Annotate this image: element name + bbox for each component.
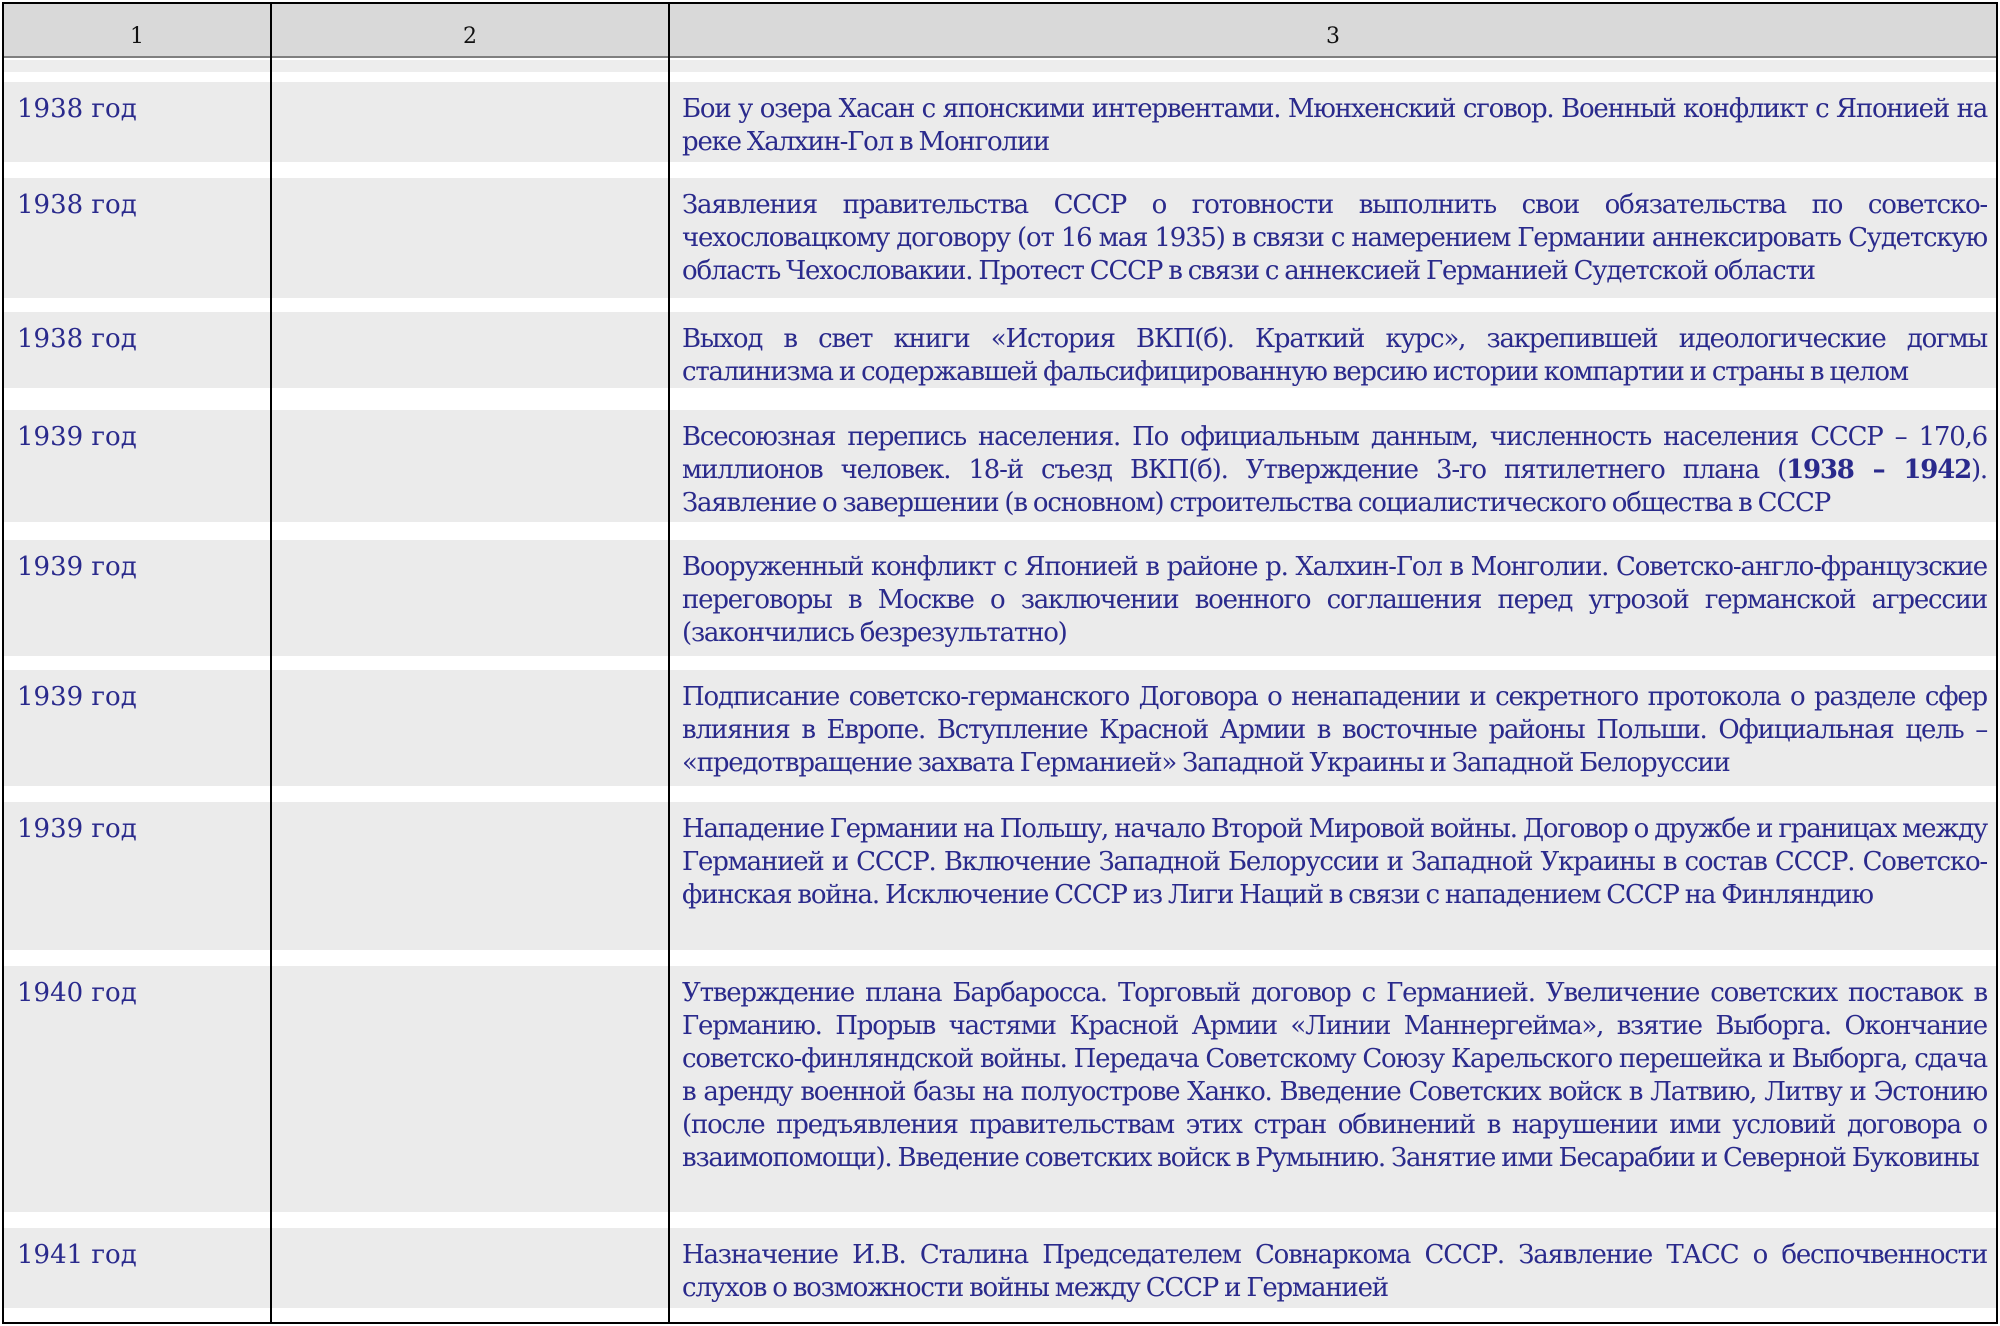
table-row (4, 966, 1996, 1212)
header-spacer-row (4, 60, 1996, 72)
row-year: 1939 год (17, 552, 137, 582)
table-row (4, 670, 1996, 786)
row-description-part: ). Заявление о завершении (в основном) строительства социалистического общества в СССР (682, 455, 1987, 518)
table-row (4, 410, 1996, 522)
row-description: Заявления правительства СССР о готовности выполнить свои обязательства по советско-чехословацкому договору (от 16 мая 1935) в связи с намерением Германии аннексировать Судетскую область Чехословакии. Протест СССР в связи с аннексией Германией Судетской области (682, 190, 1987, 286)
column-header-2: 2 (463, 24, 477, 49)
row-description: Нападение Германии на Польшу, начало Второй Мировой войны. Договор о дружбе и границах между Германией и СССР. Включение Западной Белоруссии и Западной Украины в состав СССР. Советско-финская война. Исключение СССР из Лиги Наций в связи с нападением СССР на Финляндию (682, 814, 1987, 910)
column-divider (668, 4, 670, 1322)
row-year: 1939 год (17, 682, 137, 712)
row-description: Утверждение плана Барбаросса. Торговый договор с Германией. Увеличение советских поставок в Германию. Прорыв частями Красной Армии «Линии Маннергейма», взятие Выборга. Окончание советско-финляндской войны. Передача Советскому Союзу Карельского перешейка и Выборга, сдача в аренду военной базы на полуострове Ханко. Введение Советских войск в Латвию, Литву и Эстонию (после предъявления правительствам этих стран обвинений в нарушении ими условий договора о взаимопомощи). Введение советских войск в Румынию. Занятие ими Бесарабии и Северной Буковины (682, 978, 1987, 1173)
table-row (4, 802, 1996, 950)
row-year: 1939 год (17, 422, 137, 452)
row-year: 1938 год (17, 94, 137, 124)
row-description: Бои у озера Хасан с японскими интервентами. Мюнхенский сговор. Военный конфликт с Японией на реке Халхин-Гол в Монголии (682, 94, 1987, 157)
row-year: 1939 год (17, 814, 137, 844)
row-description: Выход в свет книги «История ВКП(б). Краткий курс», закрепившей идеологические догмы сталинизма и содержавшей фальсифицированную версию истории компартии и страны в целом (682, 324, 1987, 387)
column-header-3: 3 (1326, 24, 1340, 49)
column-header-1: 1 (130, 24, 144, 49)
column-divider (270, 4, 272, 1322)
row-description (682, 421, 1987, 520)
chronology-table (2, 2, 1998, 1324)
row-description: Назначение И.В. Сталина Председателем Совнаркома СССР. Заявление ТАСС о беспочвенности слухов о возможности войны между СССР и Германией (682, 1240, 1987, 1303)
row-description-part: Всесоюзная перепись населения. По официальным данным, численность населения СССР – 170,6 миллионов человек. 18-й съезд ВКП(б). Утверждение 3-го пятилетнего плана ( (682, 422, 1987, 485)
row-description: Подписание советско-германского Договора о ненападении и секретного протокола о разделе сфер влияния в Европе. Вступление Красной Армии в восточные районы Польши. Официальная цель – «предотвращение захвата Германией» Западной Украины и Западной Белоруссии (682, 682, 1987, 778)
five-year-plan-years: 1938 – 1942 (1786, 455, 1971, 485)
table-header (4, 4, 1996, 58)
table-row (4, 1228, 1996, 1308)
row-year: 1938 год (17, 324, 137, 354)
table-row (4, 178, 1996, 298)
row-description: Вооруженный конфликт с Японией в районе р. Халхин-Гол в Монголии. Советско-англо-французские переговоры в Москве о заключении военного соглашения перед угрозой германской агрессии (закончились безрезультатно) (682, 552, 1987, 648)
row-year: 1938 год (17, 190, 137, 220)
table-row (4, 540, 1996, 656)
table-row (4, 82, 1996, 162)
row-year: 1941 год (17, 1240, 137, 1270)
table-row (4, 312, 1996, 388)
row-year: 1940 год (17, 978, 137, 1008)
